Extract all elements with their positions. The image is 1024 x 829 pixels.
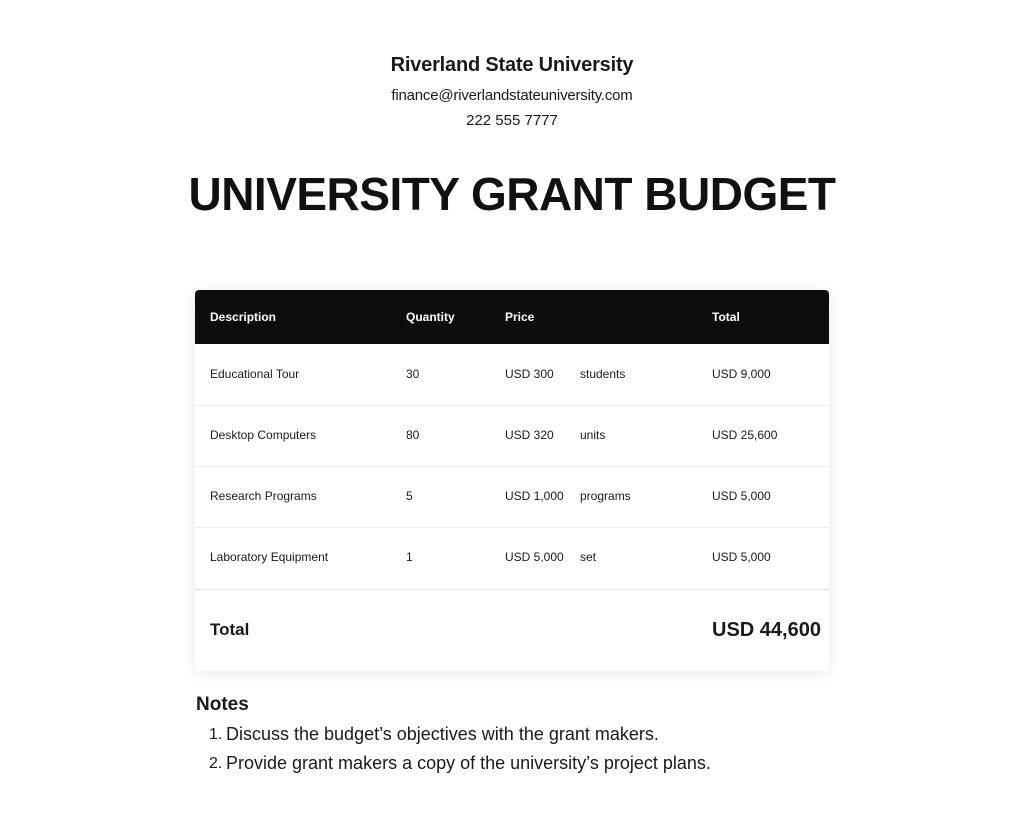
row-total: USD 9,000 bbox=[712, 367, 771, 381]
header-description: Description bbox=[210, 310, 277, 324]
row-quantity: 1 bbox=[406, 550, 413, 564]
row-unit: programs bbox=[580, 489, 631, 503]
grand-total-label: Total bbox=[210, 620, 250, 639]
table-header bbox=[195, 290, 829, 344]
row-quantity: 5 bbox=[406, 489, 413, 503]
grand-total-row bbox=[195, 589, 829, 672]
row-unit: students bbox=[580, 367, 626, 381]
table-row bbox=[195, 466, 829, 528]
row-unit: set bbox=[580, 550, 597, 564]
row-total: USD 5,000 bbox=[712, 489, 771, 503]
note-text: Discuss the budget’s objectives with the grant makers. bbox=[226, 724, 659, 744]
row-quantity: 80 bbox=[406, 428, 420, 442]
note-number: 1. bbox=[209, 726, 223, 743]
row-unit: units bbox=[580, 428, 606, 442]
organization-name: Riverland State University bbox=[390, 54, 634, 76]
row-total: USD 25,600 bbox=[712, 428, 778, 442]
document-title: UNIVERSITY GRANT BUDGET bbox=[188, 168, 836, 220]
table-row bbox=[195, 344, 829, 406]
row-total: USD 5,000 bbox=[712, 550, 771, 564]
row-description: Research Programs bbox=[210, 489, 317, 503]
budget-table bbox=[195, 290, 829, 671]
row-description: Desktop Computers bbox=[210, 428, 317, 442]
header-quantity: Quantity bbox=[406, 310, 455, 324]
table-row bbox=[195, 527, 829, 588]
note-text: Provide grant makers a copy of the university’s project plans. bbox=[226, 753, 711, 773]
table-row bbox=[195, 405, 829, 467]
row-price: USD 300 bbox=[505, 367, 554, 381]
notes-heading: Notes bbox=[196, 694, 249, 715]
grand-total-value: USD 44,600 bbox=[712, 619, 821, 641]
row-description: Educational Tour bbox=[210, 367, 300, 381]
row-description: Laboratory Equipment bbox=[210, 550, 329, 564]
row-price: USD 1,000 bbox=[505, 489, 564, 503]
note-number: 2. bbox=[209, 755, 223, 772]
header-price: Price bbox=[505, 310, 535, 324]
row-quantity: 30 bbox=[406, 367, 420, 381]
header-total: Total bbox=[712, 310, 740, 324]
row-price: USD 320 bbox=[505, 428, 554, 442]
row-price: USD 5,000 bbox=[505, 550, 564, 564]
organization-phone: 222 555 7777 bbox=[466, 112, 558, 129]
organization-email: finance@riverlandstateuniversity.com bbox=[391, 87, 633, 104]
